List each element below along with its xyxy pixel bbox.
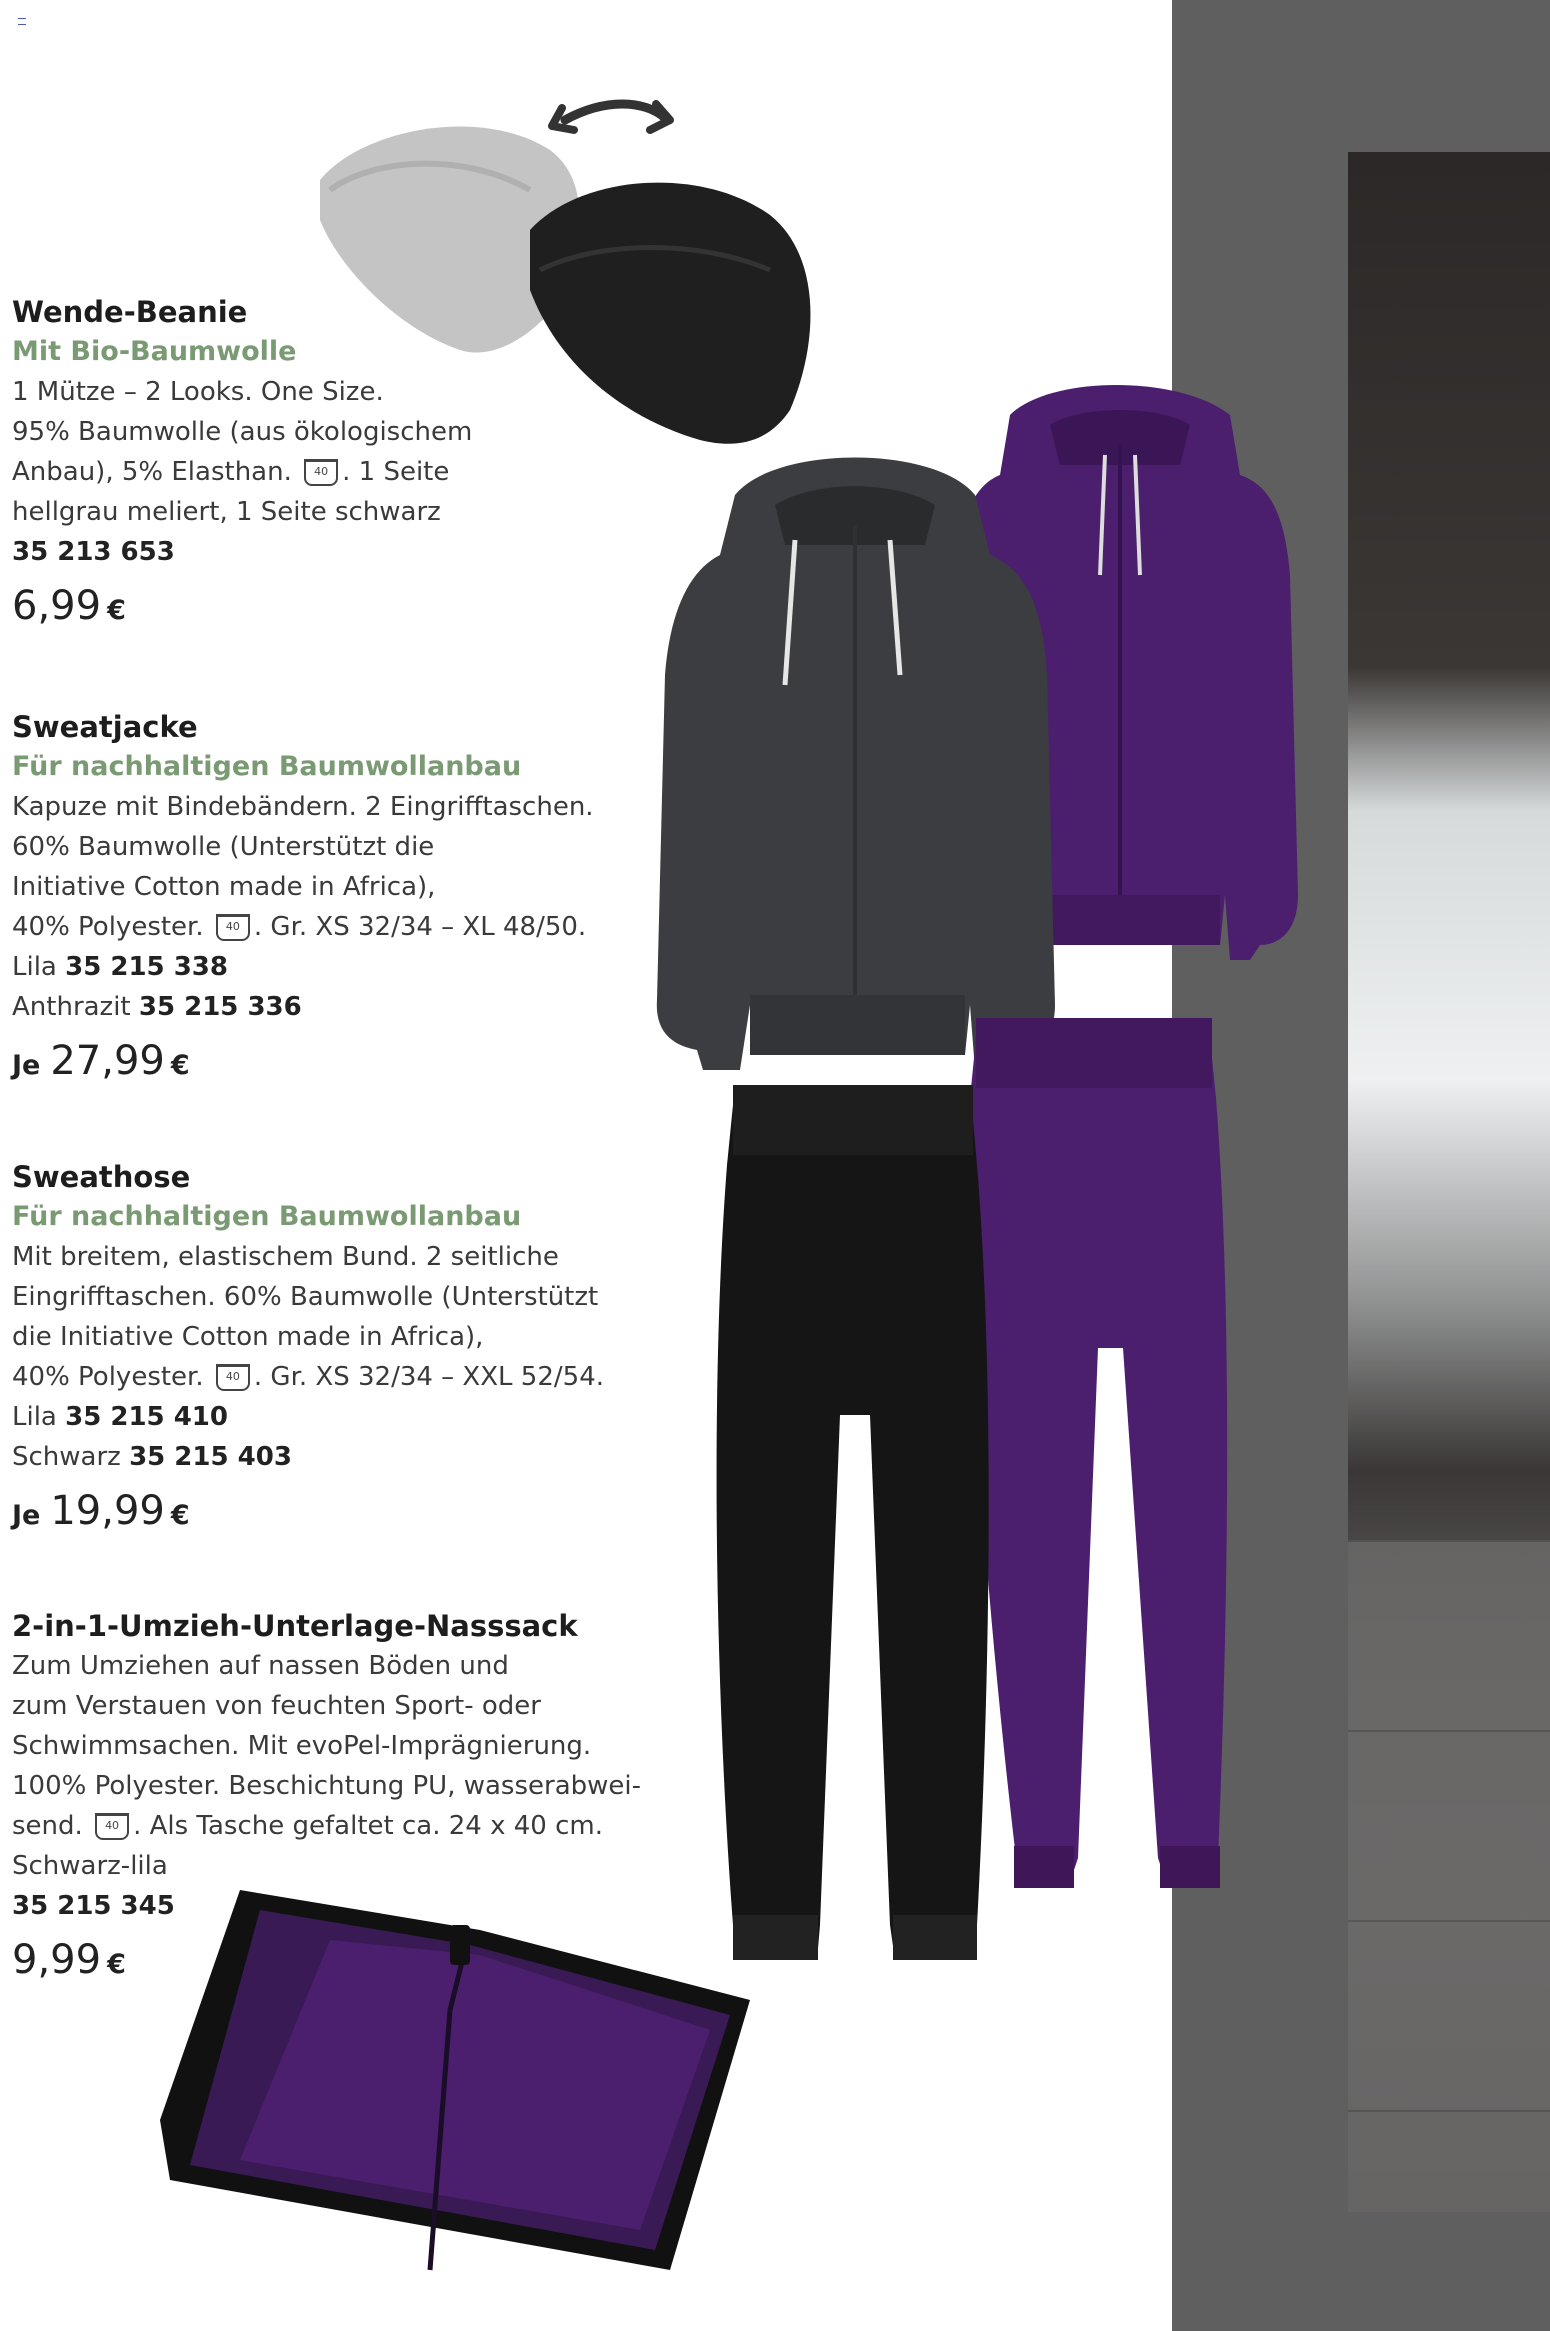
article-number: 35 215 338 (65, 952, 228, 982)
product-desc: Schwimmsachen. Mit evoPel-Imprägnierung. (12, 1731, 592, 1761)
product-desc: Mit breitem, elastischem Bund. 2 seitliche (12, 1242, 559, 1272)
product-sweatjacke (12, 707, 692, 1097)
variant-line (12, 947, 692, 987)
article-number: 35 215 336 (138, 992, 302, 1022)
changing-mat-image (150, 1880, 760, 2280)
product-desc (12, 1357, 692, 1397)
product-subtitle: Für nachhaltigen Baumwollanbau (12, 1201, 522, 1232)
price (12, 1483, 692, 1547)
product-title: Sweathose (12, 1160, 191, 1194)
mirror-floor-photo (1348, 1540, 1550, 2212)
wash-40-icon: 40 (95, 1813, 129, 1840)
wash-40-icon: 40 (216, 1364, 250, 1391)
product-desc: hellgrau meliert, 1 Seite schwarz (12, 497, 441, 527)
desc-text: Anbau), 5% Elasthan. (12, 457, 292, 487)
product-desc: zum Verstauen von feuchten Sport- oder (12, 1691, 541, 1721)
variant-label: Lila (12, 952, 57, 982)
product-desc (12, 1806, 692, 1846)
product-title: Sweatjacke (12, 710, 198, 744)
price (12, 578, 692, 642)
product-sweathose (12, 1157, 692, 1547)
beanie-image (300, 90, 830, 460)
product-desc: 100% Polyester. Beschichtung PU, wasserabwei- (12, 1771, 642, 1801)
variant-label: Schwarz-lila (12, 1851, 168, 1881)
desc-text: 40% Polyester. (12, 912, 204, 942)
product-desc: Kapuze mit Bindebändern. 2 Eingrifftaschen. (12, 792, 594, 822)
variant-label: Schwarz (12, 1442, 121, 1472)
product-desc (12, 907, 692, 947)
article-number: 35 215 403 (129, 1442, 292, 1472)
variant-line (12, 1437, 692, 1477)
desc-text: 40% Polyester. (12, 1362, 204, 1392)
wash-40-icon: 40 (304, 459, 338, 486)
price (12, 1033, 692, 1097)
desc-text: . Gr. XS 32/34 – XL 48/50. (253, 912, 587, 942)
product-title: Wende-Beanie (12, 295, 248, 329)
hoodie-anthracite-image (645, 445, 1065, 1075)
product-title: 2-in-1-Umzieh-Unterlage-Nasssack (12, 1609, 578, 1643)
desc-text: . 1 Seite (342, 457, 450, 487)
currency: € (170, 1500, 190, 1531)
product-desc: 60% Baumwolle (Unterstützt die (12, 832, 435, 862)
wash-40-icon: 40 (216, 914, 250, 941)
price-prefix: Je (12, 1500, 41, 1531)
desc-text: . Als Tasche gefaltet ca. 24 x 40 cm. (133, 1811, 603, 1841)
article-number: 35 215 410 (65, 1402, 228, 1432)
variant-line (12, 1397, 692, 1437)
product-subtitle: Mit Bio-Baumwolle (12, 336, 297, 367)
price-value: 9,99 (12, 1937, 102, 1983)
menu-icon[interactable] (18, 18, 26, 25)
currency: € (107, 595, 126, 626)
product-desc: 95% Baumwolle (aus ökologischem (12, 417, 473, 447)
product-subtitle: Für nachhaltigen Baumwollanbau (12, 751, 522, 782)
product-desc: Zum Umziehen auf nassen Böden und (12, 1651, 509, 1681)
pants-black-image (705, 1085, 1000, 1965)
price-value: 19,99 (50, 1488, 165, 1534)
variant-label: Anthrazit (12, 992, 131, 1022)
product-desc: Eingrifftaschen. 60% Baumwolle (Unterstützt (12, 1282, 599, 1312)
price-prefix: Je (12, 1050, 41, 1081)
product-desc: die Initiative Cotton made in Africa), (12, 1322, 484, 1352)
desc-text: send. (12, 1811, 83, 1841)
article-number: 35 215 345 (12, 1891, 175, 1921)
currency: € (170, 1050, 190, 1081)
article-number: 35 213 653 (12, 537, 175, 567)
variant-label: Lila (12, 1402, 57, 1432)
price-value: 6,99 (12, 583, 102, 629)
price-value: 27,99 (50, 1038, 165, 1084)
desc-text: . Gr. XS 32/34 – XXL 52/54. (253, 1362, 605, 1392)
product-desc: Initiative Cotton made in Africa), (12, 872, 436, 902)
variant-line (12, 987, 692, 1027)
currency: € (107, 1949, 126, 1980)
product-desc: 1 Mütze – 2 Looks. One Size. (12, 377, 384, 407)
